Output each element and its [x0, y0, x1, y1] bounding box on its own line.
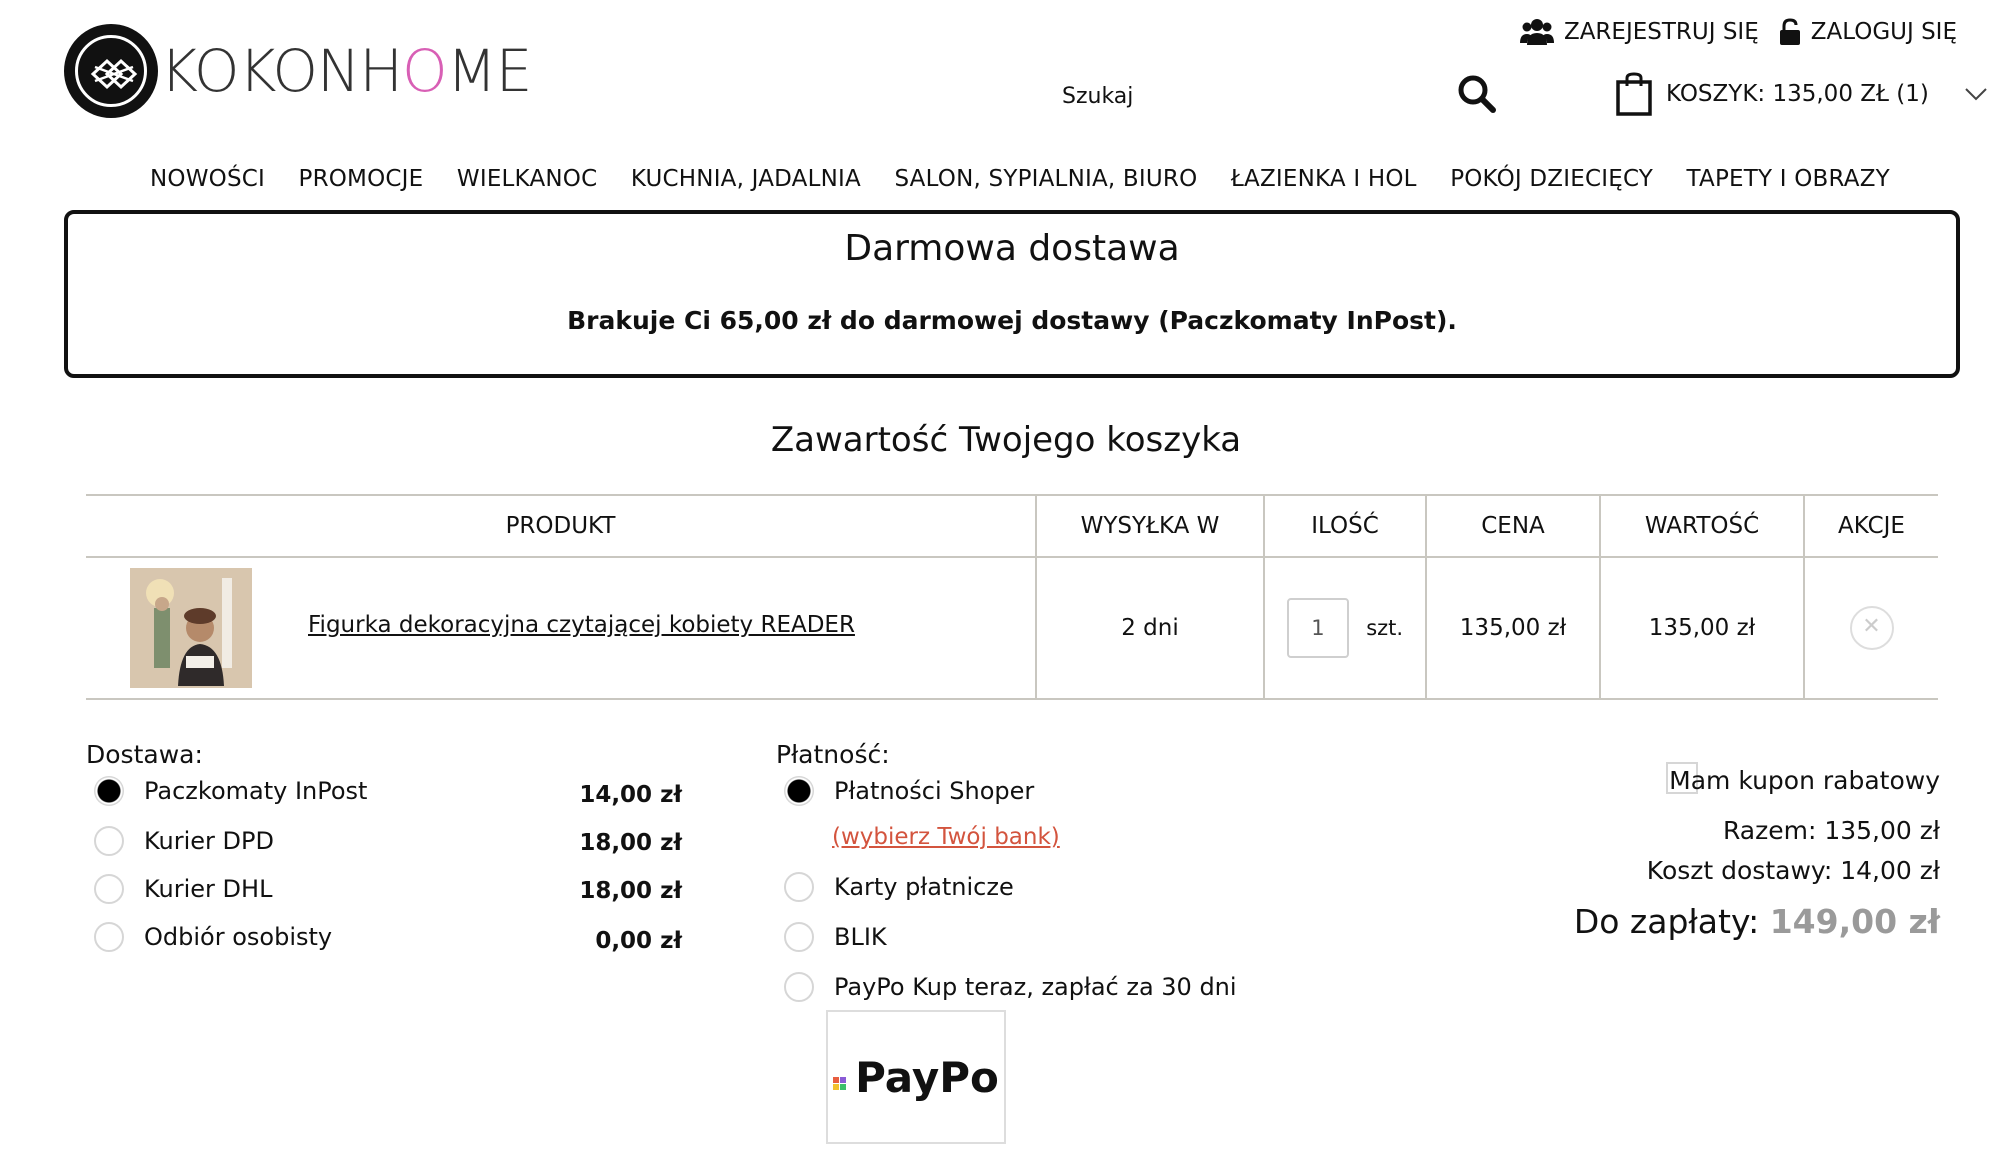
close-icon: ✕	[1862, 614, 1881, 639]
table-row	[86, 557, 1938, 699]
column-header-value: WARTOŚĆ	[1600, 495, 1804, 557]
register-link[interactable]	[1520, 17, 1759, 47]
delivery-option-label: Kurier DHL	[144, 875, 273, 903]
shopping-bag-icon	[1616, 72, 1652, 116]
nav-item-salon[interactable]: SALON, SYPIALNIA, BIURO	[894, 166, 1198, 192]
radio[interactable]	[94, 826, 124, 856]
users-icon	[1520, 17, 1554, 47]
column-header-quantity: ILOŚĆ	[1264, 495, 1426, 557]
payment-option-label: Płatności Shoper	[834, 777, 1035, 805]
product-image	[130, 568, 252, 688]
banner-message: Brakuje Ci 65,00 zł do darmowej dostawy (Paczkomaty InPost).	[567, 306, 1457, 335]
nav-item-wielkanoc[interactable]: WIELKANOC	[456, 166, 598, 192]
payment-option-cards[interactable]	[784, 872, 1014, 902]
delivery-option-price: 18,00 zł	[579, 878, 682, 904]
payment-option-shoper[interactable]	[784, 776, 1034, 806]
paypo-dots-icon	[833, 1074, 853, 1094]
radio-selected[interactable]	[94, 776, 124, 806]
payment-option-label: PayPo Kup teraz, zapłać za 30 dni	[834, 973, 1237, 1001]
delivery-option-label: Kurier DPD	[144, 827, 274, 855]
delivery-option-price: 14,00 zł	[579, 782, 682, 808]
remove-item-button[interactable]	[1850, 606, 1894, 650]
main-nav	[150, 166, 1890, 192]
line-value: 135,00 zł	[1600, 557, 1804, 699]
subtotal: Razem: 135,00 zł	[1722, 816, 1940, 845]
total-row	[1574, 902, 1940, 941]
unlock-icon	[1779, 18, 1801, 46]
choose-bank-link[interactable]: (wybierz Twój bank)	[832, 824, 1060, 850]
search-icon	[1455, 72, 1499, 116]
total-label: Do zapłaty:	[1573, 902, 1760, 941]
nav-item-lazienka[interactable]: ŁAZIENKA I HOL	[1230, 166, 1417, 192]
quantity-unit: szt.	[1366, 616, 1404, 640]
product-cell	[86, 557, 1036, 699]
register-label: ZAREJESTRUJ SIĘ	[1563, 19, 1759, 45]
logo-emblem-icon	[64, 24, 158, 118]
total-value: 149,00 zł	[1769, 902, 1940, 941]
delivery-option-label: Odbiór osobisty	[144, 923, 333, 951]
product-name-link[interactable]: Figurka dekoracyjna czytającej kobiety READER	[308, 612, 855, 638]
column-header-actions: AKCJE	[1804, 495, 1938, 557]
payment-option-paypo[interactable]	[784, 972, 1237, 1002]
nav-item-nowosci[interactable]: NOWOŚCI	[150, 166, 265, 192]
delivery-option-price: 18,00 zł	[579, 830, 682, 856]
login-label: ZALOGUJ SIĘ	[1810, 19, 1957, 45]
search-input[interactable]	[1060, 74, 1394, 118]
nav-item-kuchnia[interactable]: KUCHNIA, JADALNIA	[630, 166, 861, 192]
site-logo[interactable]	[64, 24, 532, 124]
paypo-logo	[826, 1010, 1006, 1144]
table-header-row	[86, 495, 1938, 557]
radio[interactable]	[94, 874, 124, 904]
cart-table	[86, 494, 1938, 700]
shipping-cost: Koszt dostawy: 14,00 zł	[1646, 856, 1940, 885]
search-button[interactable]	[1455, 72, 1499, 116]
radio[interactable]	[784, 872, 814, 902]
column-header-product: PRODUKT	[86, 495, 1036, 557]
product-thumbnail[interactable]	[130, 568, 252, 688]
actions-cell	[1804, 557, 1938, 699]
radio[interactable]	[784, 922, 814, 952]
payment-option-label: BLIK	[834, 923, 887, 951]
banner-title: Darmowa dostawa	[844, 228, 1180, 269]
logo-text: KOKONHOME	[160, 37, 532, 105]
nav-item-promocje[interactable]: PROMOCJE	[298, 166, 424, 192]
column-header-shipping: WYSYŁKA W	[1036, 495, 1264, 557]
login-link[interactable]	[1779, 18, 1957, 46]
shipping-time: 2 dni	[1036, 557, 1264, 699]
radio[interactable]	[784, 972, 814, 1002]
radio[interactable]	[94, 922, 124, 952]
cart-button[interactable]	[1616, 66, 1989, 122]
nav-item-tapety[interactable]: TAPETY I OBRAZY	[1686, 166, 1890, 192]
payment-option-blik[interactable]	[784, 922, 887, 952]
delivery-option-dhl[interactable]	[94, 874, 272, 904]
quantity-cell	[1264, 557, 1426, 699]
delivery-option-dpd[interactable]	[94, 826, 274, 856]
nav-item-pokoj-dzieciecy[interactable]: POKÓJ DZIECIĘCY	[1450, 166, 1654, 192]
delivery-title: Dostawa:	[86, 740, 203, 769]
cart-section-title: Zawartość Twojego koszyka	[770, 420, 1242, 460]
column-header-price: CENA	[1426, 495, 1600, 557]
payment-title: Płatność:	[776, 740, 890, 769]
paypo-logo-text: PayPo	[855, 1052, 999, 1102]
free-shipping-banner	[64, 210, 1960, 378]
quantity-input[interactable]: 1	[1287, 598, 1349, 658]
coupon-label[interactable]: Mam kupon rabatowy	[1669, 766, 1940, 795]
payment-option-label: Karty płatnicze	[834, 873, 1014, 901]
delivery-option-label: Paczkomaty InPost	[144, 777, 368, 805]
radio-selected[interactable]	[784, 776, 814, 806]
unit-price: 135,00 zł	[1426, 557, 1600, 699]
chevron-down-icon	[1963, 85, 1989, 103]
delivery-option-pickup[interactable]	[94, 922, 332, 952]
delivery-option-price: 0,00 zł	[595, 928, 682, 954]
cart-label: KOSZYK: 135,00 ZŁ (1)	[1666, 81, 1929, 107]
delivery-option-inpost[interactable]	[94, 776, 367, 806]
